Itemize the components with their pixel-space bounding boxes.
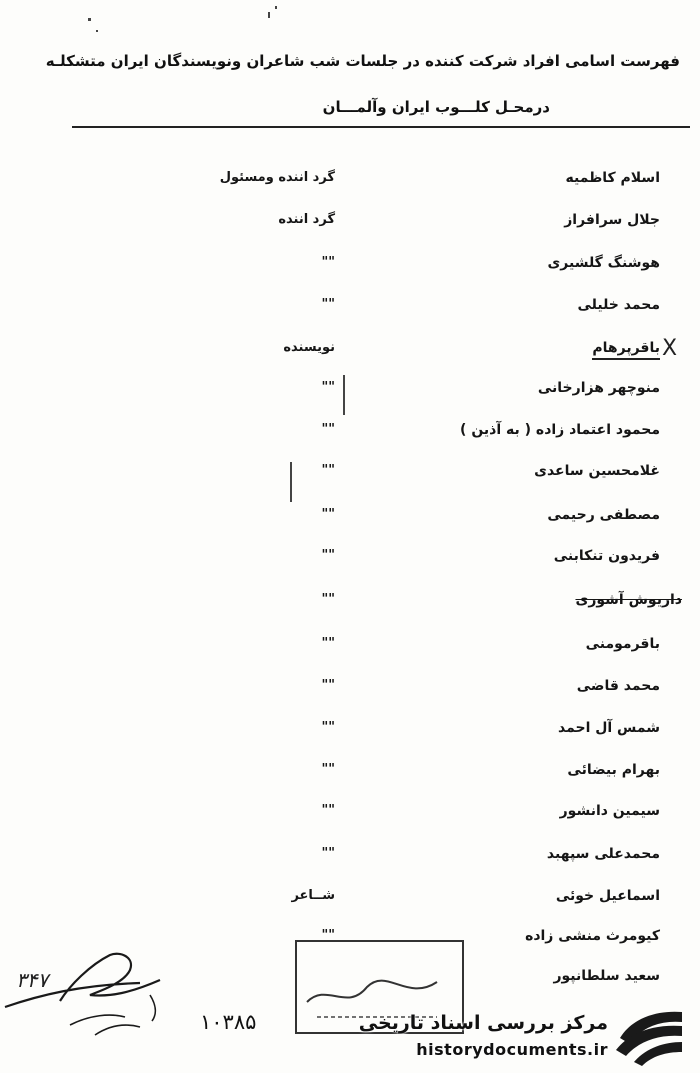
person-name: غلامحسین ساعدی xyxy=(534,463,660,479)
list-row xyxy=(0,678,700,708)
list-row xyxy=(0,255,700,285)
list-row xyxy=(0,297,700,327)
list-row xyxy=(0,720,700,750)
list-row xyxy=(0,212,700,242)
person-name: داریوش آشوری xyxy=(575,592,682,608)
person-role: "" xyxy=(321,380,335,395)
person-name: محمود اعتماد زاده ( به آذین ) xyxy=(460,422,660,438)
header-rule xyxy=(72,126,690,128)
person-name: سیمین دانشور xyxy=(559,803,660,819)
person-name: باقرپرهام xyxy=(592,340,660,360)
person-role: شــاعر xyxy=(291,888,335,903)
document-title-line1: فهرست اسامی افراد شرکت کننده در جلسات شب شاعران ونویسندگان ایران متشکلـه xyxy=(45,52,680,70)
list-row xyxy=(0,888,700,918)
person-role: "" xyxy=(321,297,335,312)
person-role: "" xyxy=(321,803,335,818)
list-row xyxy=(0,422,700,452)
person-name: اسلام کاظمیه xyxy=(565,170,660,186)
margin-number: ۳۴۷ xyxy=(16,968,49,992)
book-logo-icon xyxy=(612,998,688,1068)
person-name: منوچهر هزارخانی xyxy=(537,380,660,396)
person-role: "" xyxy=(321,636,335,651)
person-name: مصطفی رحیمی xyxy=(547,507,660,523)
person-role: "" xyxy=(321,678,335,693)
list-row xyxy=(0,463,700,493)
person-name: شمس آل احمد xyxy=(558,720,660,736)
person-name: اسماعیل خوئی xyxy=(555,888,660,904)
list-row xyxy=(0,592,700,622)
person-name: محمدعلی سپهبد xyxy=(546,846,660,862)
person-role: "" xyxy=(321,592,335,607)
person-role: نویسنده xyxy=(283,340,335,355)
list-row xyxy=(0,380,700,410)
person-name: محمد خلیلی xyxy=(577,297,660,313)
scan-speck xyxy=(275,6,277,9)
list-row xyxy=(0,170,700,200)
person-role: "" xyxy=(321,255,335,270)
watermark-url: historydocuments.ir xyxy=(416,1040,608,1059)
list-row xyxy=(0,507,700,537)
scan-speck xyxy=(96,30,98,32)
watermark-title: مرکز بررسی اسناد تاریخی xyxy=(358,1012,608,1034)
list-row xyxy=(0,336,700,370)
person-role: "" xyxy=(321,507,335,522)
person-name: بهرام بیضائی xyxy=(567,762,660,778)
person-role: "" xyxy=(321,720,335,735)
document-number: ۱۰۳۸۵ xyxy=(200,1010,257,1034)
scan-speck xyxy=(88,18,91,21)
person-role: "" xyxy=(321,762,335,777)
person-role: "" xyxy=(321,548,335,563)
scan-speck xyxy=(268,12,270,18)
person-name: محمد قاضی xyxy=(576,678,660,694)
list-row xyxy=(0,636,700,666)
person-role: گرد اننده xyxy=(278,212,335,227)
list-row xyxy=(0,762,700,792)
person-name: هوشنگ گلشیری xyxy=(547,255,660,271)
person-name: فریدون تنکابنی xyxy=(553,548,660,564)
person-name: سعید سلطانپور xyxy=(553,968,660,984)
person-role: گرد اننده ومسئول xyxy=(219,170,335,185)
person-name: باقرمومنی xyxy=(585,636,660,652)
person-name: جلال سرافراز xyxy=(564,212,660,228)
person-role: "" xyxy=(321,846,335,861)
list-row xyxy=(0,846,700,876)
list-row xyxy=(0,803,700,833)
person-role: "" xyxy=(321,928,335,943)
list-row xyxy=(0,548,700,578)
person-name: کیومرث منشی زاده xyxy=(525,928,660,944)
document-title-line2: درمحـل کلـــوب ایران وآلمـــان xyxy=(322,98,550,116)
x-mark: X xyxy=(662,336,678,361)
person-role: "" xyxy=(321,463,335,478)
person-role: "" xyxy=(321,422,335,437)
